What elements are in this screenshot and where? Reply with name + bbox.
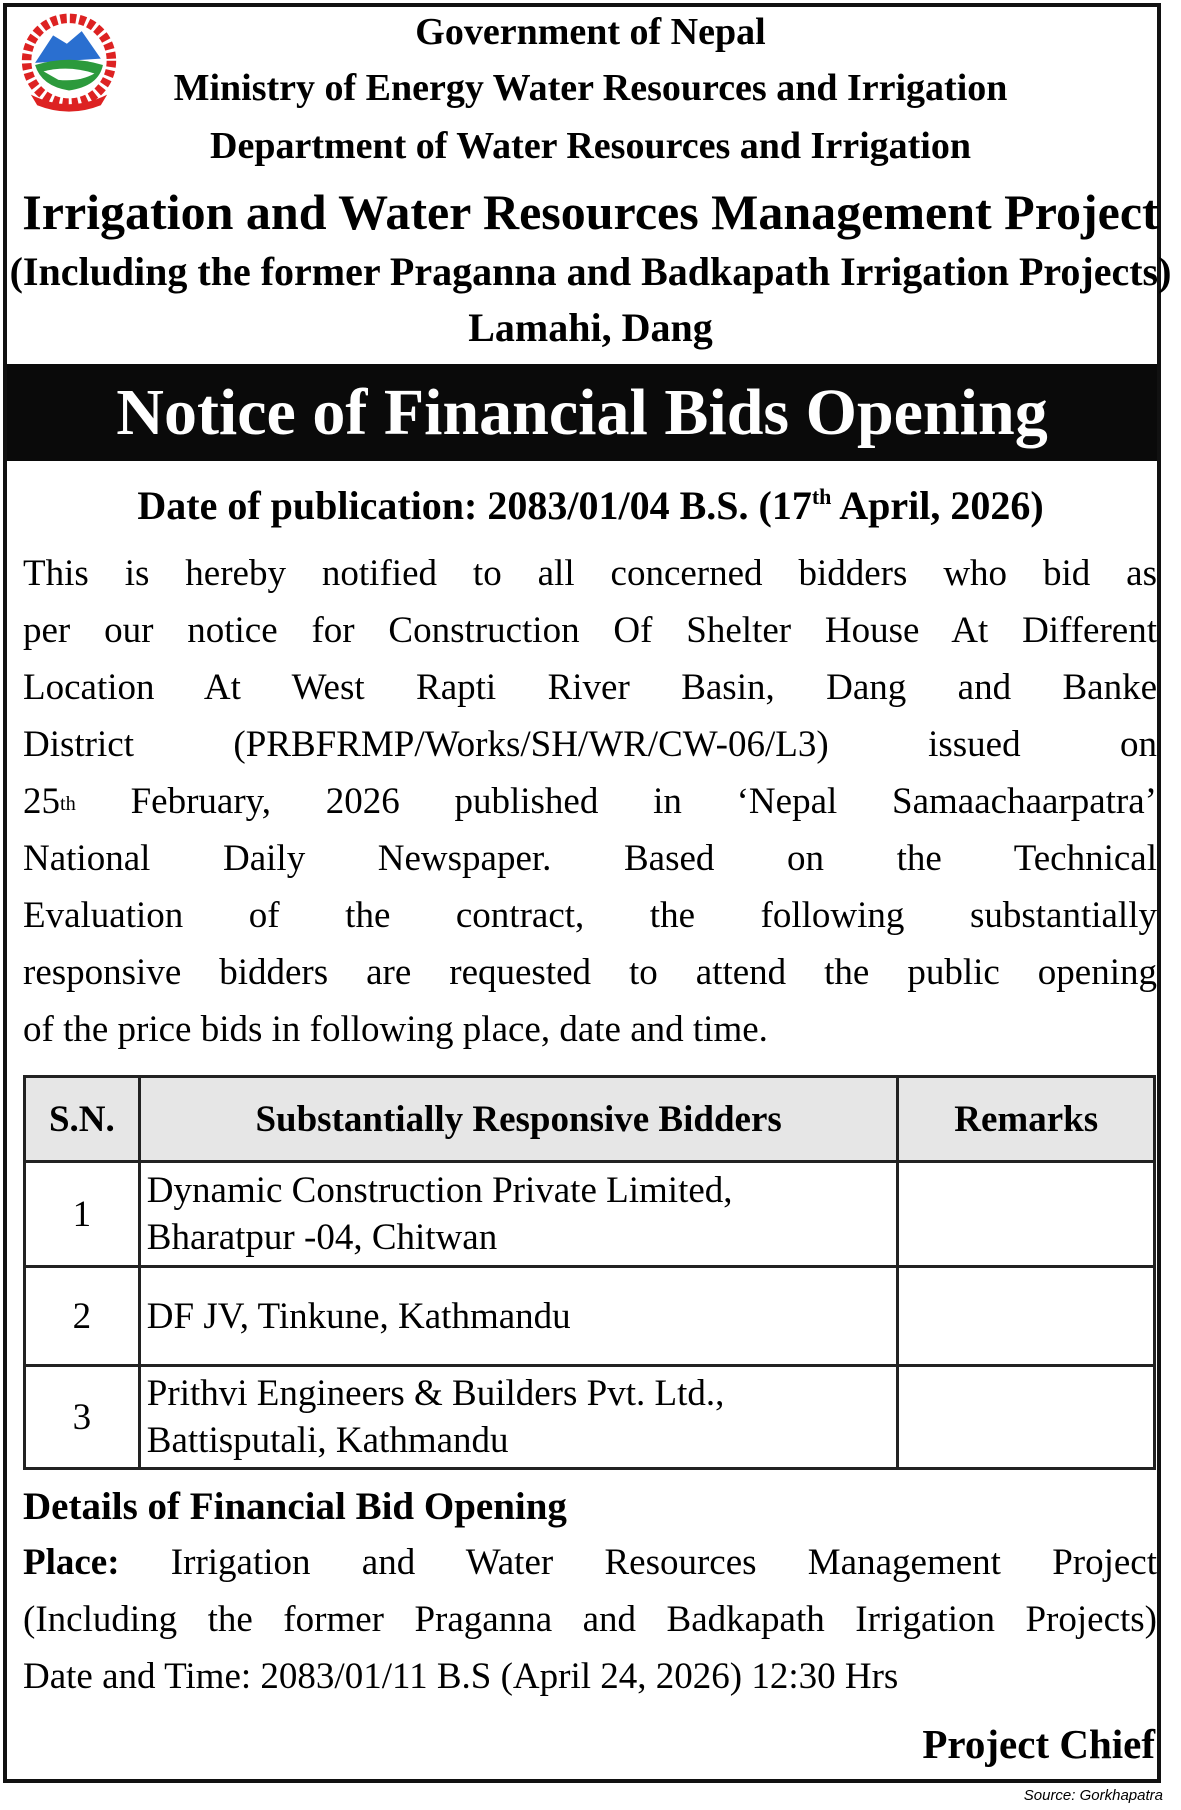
bidder-address: Bharatpur -04, Chitwan: [146, 1217, 498, 1258]
body-line: per our notice for Construction Of Shelter House At Different: [23, 610, 1157, 651]
project-heading: Irrigation and Water Resources Management Project: [22, 184, 1159, 240]
bidder-name: DF JV, Tinkune, Kathmandu: [146, 1295, 571, 1337]
details-heading: Details of Financial Bid Opening: [23, 1485, 567, 1528]
row-bidder: [139, 1162, 898, 1267]
row-bidder: [139, 1267, 898, 1366]
bidder-name: Dynamic Construction Private Limited,: [146, 1170, 733, 1211]
including-heading: (Including the former Praganna and Badkapath Irrigation Projects): [9, 249, 1172, 294]
body-line: National Daily Newspaper. Based on the Technical: [23, 838, 1157, 879]
publication-date: Date of publication: 2083/01/04 B.S. (17th April, 2026): [137, 483, 1044, 528]
row-remarks: [898, 1162, 1155, 1267]
details-place: Place: Irrigation and Water Resources Management Project: [23, 1542, 1157, 1583]
header-sn: S.N.: [25, 1077, 140, 1162]
bidder-name: Prithvi Engineers & Builders Pvt. Ltd.,: [146, 1373, 725, 1414]
row-remarks: [898, 1366, 1155, 1469]
body-line: District (PRBFRMP/Works/SH/WR/CW-06/L3) issued on: [23, 724, 1157, 765]
header-bidders: Substantially Responsive Bidders: [139, 1077, 898, 1162]
row-remarks: [898, 1267, 1155, 1366]
table-header-row: [25, 1077, 1155, 1162]
body-line: responsive bidders are requested to attend the public opening: [23, 952, 1157, 993]
table-row: [25, 1366, 1155, 1469]
header-remarks: Remarks: [898, 1077, 1155, 1162]
table-row: [25, 1267, 1155, 1366]
signature: Project Chief: [922, 1721, 1155, 1767]
table-row: [25, 1162, 1155, 1267]
ministry-heading: Ministry of Energy Water Resources and Irrigation: [173, 67, 1008, 109]
location-heading: Lamahi, Dang: [468, 305, 713, 350]
body-line: This is hereby notified to all concerned bidders who bid as: [23, 553, 1157, 594]
body-line: Location At West Rapti River Basin, Dang and Banke: [23, 667, 1157, 708]
row-sn: 2: [25, 1267, 140, 1366]
details-datetime: Date and Time: 2083/01/11 B.S (April 24, 2026) 12:30 Hrs: [23, 1656, 899, 1697]
body-line: Evaluation of the contract, the following substantially: [23, 895, 1157, 936]
row-sn: 1: [25, 1162, 140, 1267]
gov-heading: Government of Nepal: [415, 11, 766, 53]
body-line: of the price bids in following place, date and time.: [23, 1009, 768, 1050]
row-bidder: [139, 1366, 898, 1469]
bidders-table: [23, 1075, 1156, 1470]
bidder-address: Battisputali, Kathmandu: [146, 1420, 509, 1461]
body-line: 25th February, 2026 published in ‘Nepal Samaachaarpatra’: [23, 781, 1157, 822]
source-credit: Source: Gorkhapatra: [1023, 1787, 1163, 1804]
details-place-line2: (Including the former Praganna and Badkapath Irrigation Projects): [23, 1599, 1157, 1640]
row-sn: 3: [25, 1366, 140, 1469]
department-heading: Department of Water Resources and Irrigation: [210, 125, 971, 167]
notice-title: Notice of Financial Bids Opening: [7, 364, 1157, 461]
